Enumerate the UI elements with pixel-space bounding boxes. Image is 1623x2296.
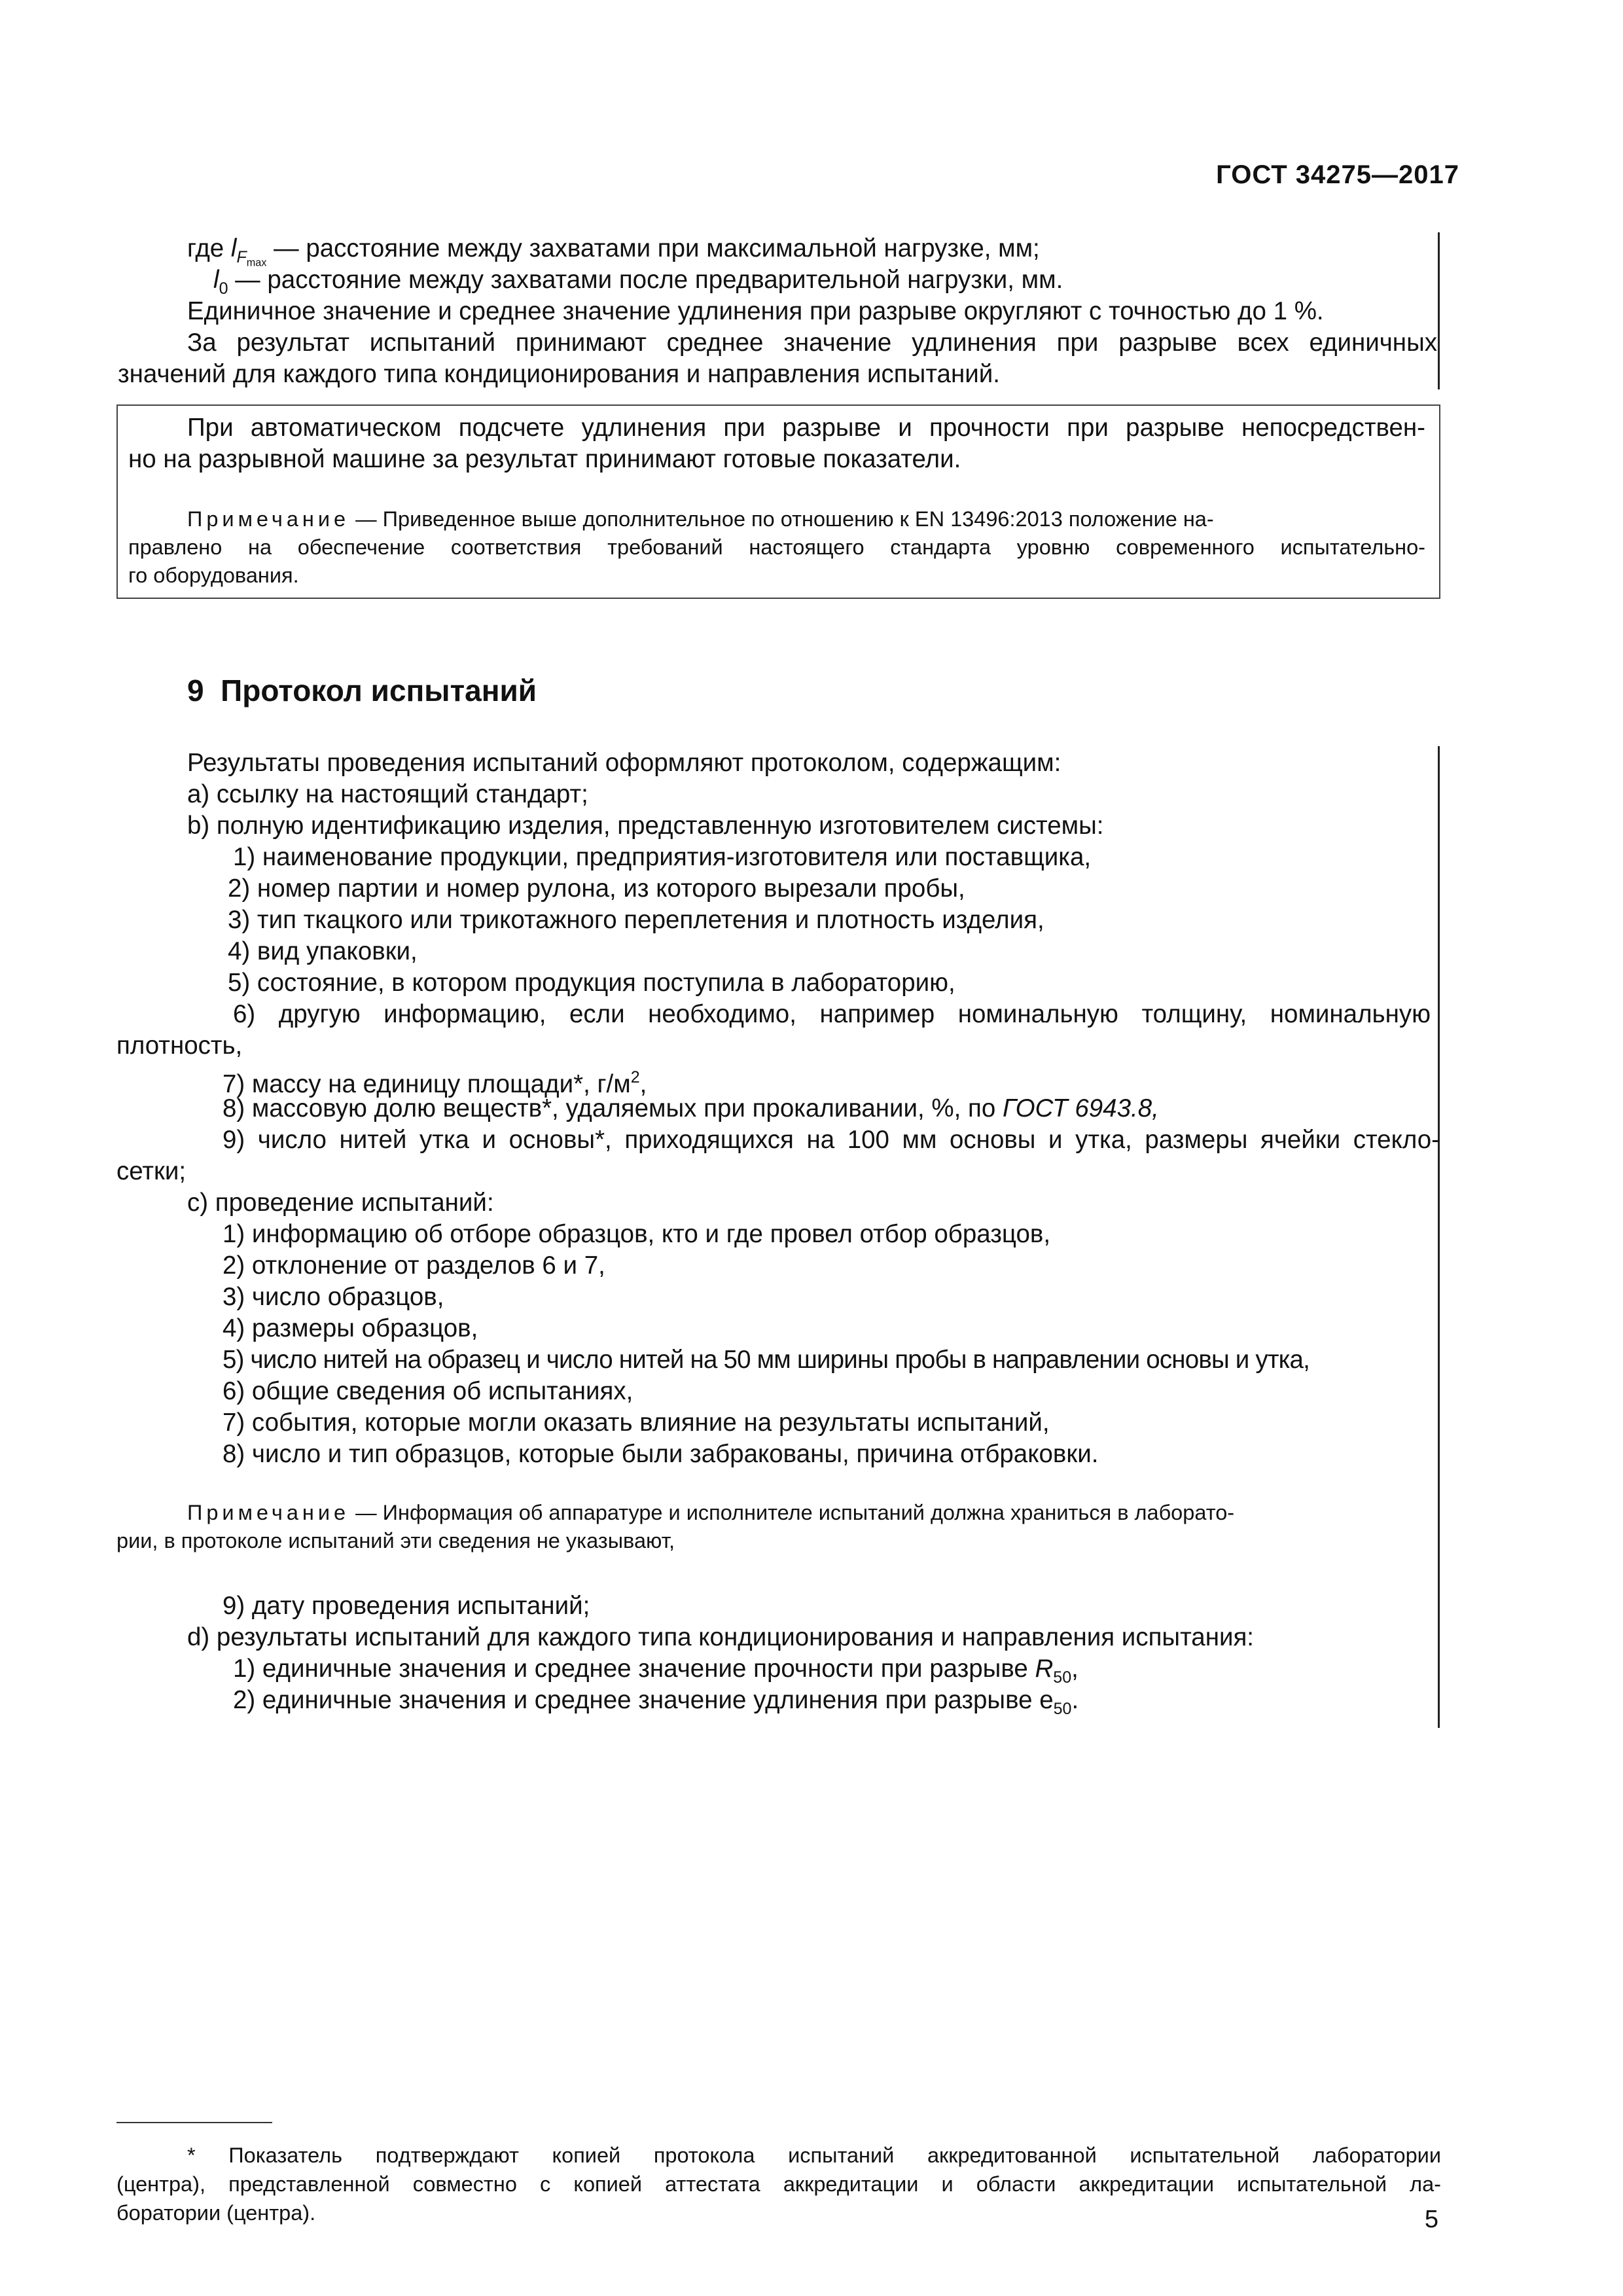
list-item-c4: 4) размеры образцов,	[223, 1314, 478, 1342]
footnote-line3: боратории (центра).	[116, 2201, 316, 2225]
b7-end: ,	[639, 1070, 647, 1098]
definition-text: — расстояние между захватами при максимальной нагрузке, мм;	[266, 234, 1040, 262]
footnote-separator	[116, 2122, 272, 2123]
section-heading	[187, 673, 537, 708]
list-item-c9: 9) дату проведения испытаний;	[223, 1592, 590, 1620]
b8-standard-reference: ГОСТ 6943.8,	[1003, 1094, 1159, 1122]
list-item-b9-line2: сетки;	[116, 1157, 187, 1185]
d2-text: 2) единичные значения и среднее значение удлинения при разрыве e	[233, 1686, 1054, 1714]
boxed-note-line1	[187, 505, 1425, 533]
definition-text: — расстояние между захватами после предварительной нагрузки, мм.	[228, 266, 1063, 294]
list-item-b6-line1: 6) другую информацию, если необходимо, например номинальную толщину, номинальную	[233, 1000, 1431, 1028]
list-item-a: a) ссылку на настоящий стандарт;	[187, 780, 588, 808]
list-item-c6: 6) общие сведения об испытаниях,	[223, 1377, 633, 1405]
list-item-b8	[223, 1093, 1159, 1124]
list-item-c1: 1) информацию об отборе образцов, кто и где провел отбор образцов,	[223, 1220, 1051, 1248]
subscript-0: 0	[219, 279, 228, 298]
body-note-line2: рии, в протоколе испытаний эти сведения не указывают,	[116, 1529, 675, 1552]
list-item-d: d) результаты испытаний для каждого типа кондиционирования и направления испытания:	[187, 1623, 1255, 1651]
document-code: ГОСТ 34275—2017	[1216, 160, 1459, 189]
section-title: Протокол испытаний	[221, 673, 537, 708]
d2-end: .	[1071, 1686, 1079, 1714]
list-item-b9-line1: 9) число нитей утка и основы*, приходящихся на 100 мм основы и утка, размеры ячейки стекло-	[223, 1126, 1440, 1154]
boxed-note-line3: го оборудования.	[128, 564, 299, 587]
list-item-b3: 3) тип ткацкого или трикотажного переплетения и плотность изделия,	[228, 906, 1044, 934]
note-label: Примечание	[187, 507, 350, 531]
b7-superscript: 2	[630, 1068, 640, 1086]
subscript-max: max	[246, 257, 267, 269]
boxed-note-line2: правлено на обеспечение соответствия требований настоящего стандарта уровню современного испытательно-	[128, 535, 1425, 559]
body-note-line1	[187, 1499, 1234, 1527]
b8-text: 8) массовую долю веществ*, удаляемых при прокаливании, %, по	[223, 1094, 1003, 1122]
d1-subscript: 50	[1053, 1668, 1072, 1687]
footnote-line1: * Показатель подтверждают копией протокола испытаний аккредитованной испытательной лаборатории	[187, 2144, 1441, 2167]
list-item-b: b) полную идентификацию изделия, представленную изготовителем системы:	[187, 812, 1104, 840]
boxed-paragraph-line2: но на разрывной машине за результат принимают готовые показатели.	[128, 445, 961, 473]
subscript-f: F	[236, 247, 247, 266]
list-item-c2: 2) отклонение от разделов 6 и 7,	[223, 1251, 605, 1280]
d2-subscript: 50	[1053, 1699, 1072, 1718]
page-number: 5	[1424, 2206, 1438, 2233]
result-paragraph-line1: За результат испытаний принимают среднее значение удлинения при разрыве всех единичных	[187, 329, 1437, 357]
footnote-line2: (центра), представленной совместно с копией аттестата аккредитации и области аккредитации испытательной ла-	[116, 2172, 1441, 2196]
definition-prefix: где	[187, 234, 231, 262]
b7-text: 7) массу на единицу площади*, г/м	[223, 1070, 631, 1098]
d1-end: ,	[1071, 1655, 1079, 1683]
change-bar-top	[1438, 232, 1440, 389]
list-item-d2	[233, 1685, 1079, 1725]
rounding-paragraph: Единичное значение и среднее значение удлинения при разрыве округляют с точностью до 1 %.	[187, 297, 1324, 325]
note-label: Примечание	[187, 1501, 350, 1524]
list-item-c3: 3) число образцов,	[223, 1283, 444, 1311]
change-bar-body	[1438, 746, 1440, 1728]
list-item-c5: 5) число нитей на образец и число нитей на 50 мм ширины пробы в направлении основы и утка,	[223, 1346, 1310, 1374]
body-intro: Результаты проведения испытаний оформляют протоколом, содержащим:	[187, 749, 1061, 777]
variable-l: l	[230, 234, 237, 262]
list-item-c: c) проведение испытаний:	[187, 1189, 494, 1217]
note-text: — Приведенное выше дополнительное по отношению к EN 13496:2013 положение на-	[349, 507, 1214, 531]
section-number: 9	[187, 673, 204, 708]
result-paragraph-line2: значений для каждого типа кондиционирования и направления испытаний.	[118, 360, 1000, 388]
list-item-b1: 1) наименование продукции, предприятия-изготовителя или поставщика,	[233, 843, 1092, 871]
list-item-c7: 7) события, которые могли оказать влияние на результаты испытаний,	[223, 1408, 1050, 1437]
d1-text: 1) единичные значения и среднее значение прочности при разрыве	[233, 1655, 1035, 1683]
variable-l0: l	[213, 266, 219, 294]
boxed-paragraph-line1: При автоматическом подсчете удлинения при разрыве и прочности при разрыве непосредствен-	[187, 414, 1425, 442]
list-item-b6-line2: плотность,	[116, 1031, 243, 1060]
d1-variable: R	[1035, 1655, 1054, 1683]
list-item-b4: 4) вид упаковки,	[228, 937, 418, 965]
note-text: — Информация об аппаратуре и исполнителе испытаний должна храниться в лаборато-	[349, 1501, 1235, 1524]
list-item-b5: 5) состояние, в котором продукция поступила в лабораторию,	[228, 969, 955, 997]
list-item-b2: 2) номер партии и номер рулона, из которого вырезали пробы,	[228, 874, 965, 903]
list-item-c8: 8) число и тип образцов, которые были забракованы, причина отбраковки.	[223, 1440, 1099, 1468]
